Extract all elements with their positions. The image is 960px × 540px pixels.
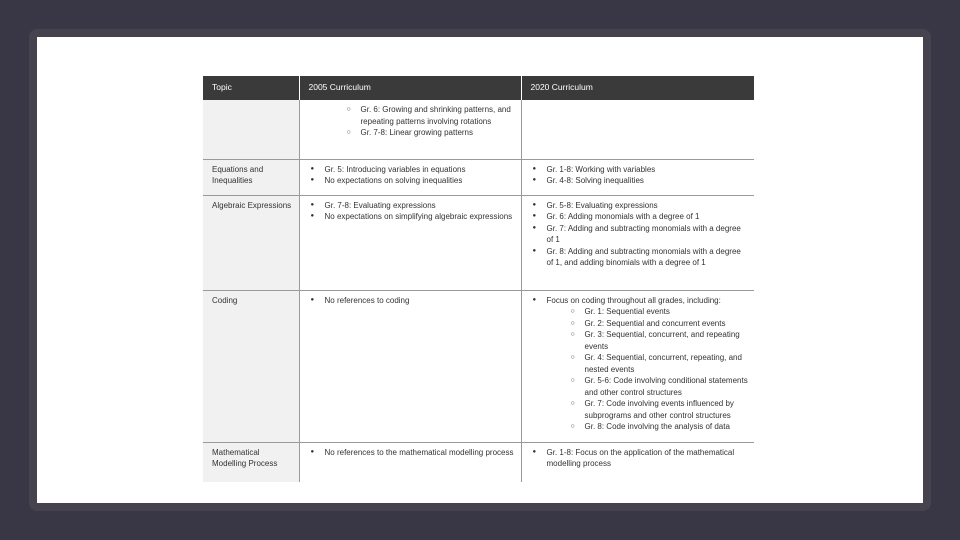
list-item: ● Gr. 6: Adding monomials with a degree of 1 (533, 211, 749, 223)
topic-cell: Coding (203, 290, 299, 442)
table-row (203, 290, 754, 442)
list-item: ● Gr. 7: Adding and subtracting monomials with a degree of 1 (533, 223, 749, 246)
topic-cell (203, 100, 299, 159)
cell-2005 (299, 195, 521, 290)
cell-2005 (299, 100, 521, 159)
list-item: ● No references to coding (311, 295, 515, 307)
list-2020 (531, 447, 749, 470)
sub-list (547, 306, 749, 433)
list-item: ● Gr. 5-8: Evaluating expressions (533, 200, 749, 212)
list-item: ● Gr. 8: Adding and subtracting monomials with a degree of 1, and adding binomials with a degree of 1 (533, 246, 749, 269)
topic-cell: Algebraic Expressions (203, 195, 299, 290)
list-item: ● Gr. 4-8: Solving inequalities (533, 175, 749, 187)
list-item: ● Gr. 7-8: Evaluating expressions (311, 200, 515, 212)
table-row (203, 100, 754, 159)
topic-cell: Mathematical Modelling Process (203, 442, 299, 482)
list-item: ● No expectations on simplifying algebraic expressions (311, 211, 515, 223)
list-item: ○ Gr. 7-8: Linear growing patterns (347, 127, 515, 139)
table-row (203, 159, 754, 195)
cell-2005 (299, 159, 521, 195)
sub-list-item: ○ Gr. 7: Code involving events influenced by subprograms and other control structures (571, 398, 749, 421)
cell-2020 (521, 442, 754, 482)
list-2005 (309, 164, 515, 187)
sub-list-item: ○ Gr. 1: Sequential events (571, 306, 749, 318)
sub-list-item: ○ Gr. 5-6: Code involving conditional statements and other control structures (571, 375, 749, 398)
list-item: ● No expectations on solving inequalities (311, 175, 515, 187)
list-item: ○ Gr. 6: Growing and shrinking patterns, and repeating patterns involving rotations (347, 104, 515, 127)
list-item: ● Gr. 1-8: Working with variables (533, 164, 749, 176)
header-2005-curriculum: 2005 Curriculum (299, 76, 521, 100)
list-2005 (309, 295, 515, 307)
sub-list-item: ○ Gr. 3: Sequential, concurrent, and repeating events (571, 329, 749, 352)
sub-list-item: ○ Gr. 4: Sequential, concurrent, repeating, and nested events (571, 352, 749, 375)
cell-2020 (521, 195, 754, 290)
sub-list-item: ○ Gr. 2: Sequential and concurrent events (571, 318, 749, 330)
topic-cell: Equations and Inequalities (203, 159, 299, 195)
cell-2020 (521, 290, 754, 442)
slide-page (37, 37, 923, 503)
list-2020 (531, 295, 749, 433)
curriculum-comparison-table (203, 76, 754, 483)
table-header-row (203, 76, 754, 100)
sub-list-item: ○ Gr. 8: Code involving the analysis of data (571, 421, 749, 433)
list-2005 (309, 200, 515, 223)
list-item: ● No references to the mathematical modelling process (311, 447, 515, 459)
list-2005 (309, 104, 515, 139)
list-item-text: Focus on coding throughout all grades, including: (546, 295, 721, 305)
cell-2005 (299, 290, 521, 442)
list-item (533, 295, 749, 433)
cell-2020 (521, 100, 754, 159)
header-2020-curriculum: 2020 Curriculum (521, 76, 754, 100)
list-item: ● Gr. 1-8: Focus on the application of the mathematical modelling process (533, 447, 749, 470)
list-2020 (531, 200, 749, 269)
list-2020 (531, 164, 749, 187)
header-topic: Topic (203, 76, 299, 100)
table-row (203, 442, 754, 482)
list-item: ● Gr. 5: Introducing variables in equations (311, 164, 515, 176)
list-2005 (309, 447, 515, 459)
cell-2020 (521, 159, 754, 195)
cell-2005 (299, 442, 521, 482)
table-row (203, 195, 754, 290)
